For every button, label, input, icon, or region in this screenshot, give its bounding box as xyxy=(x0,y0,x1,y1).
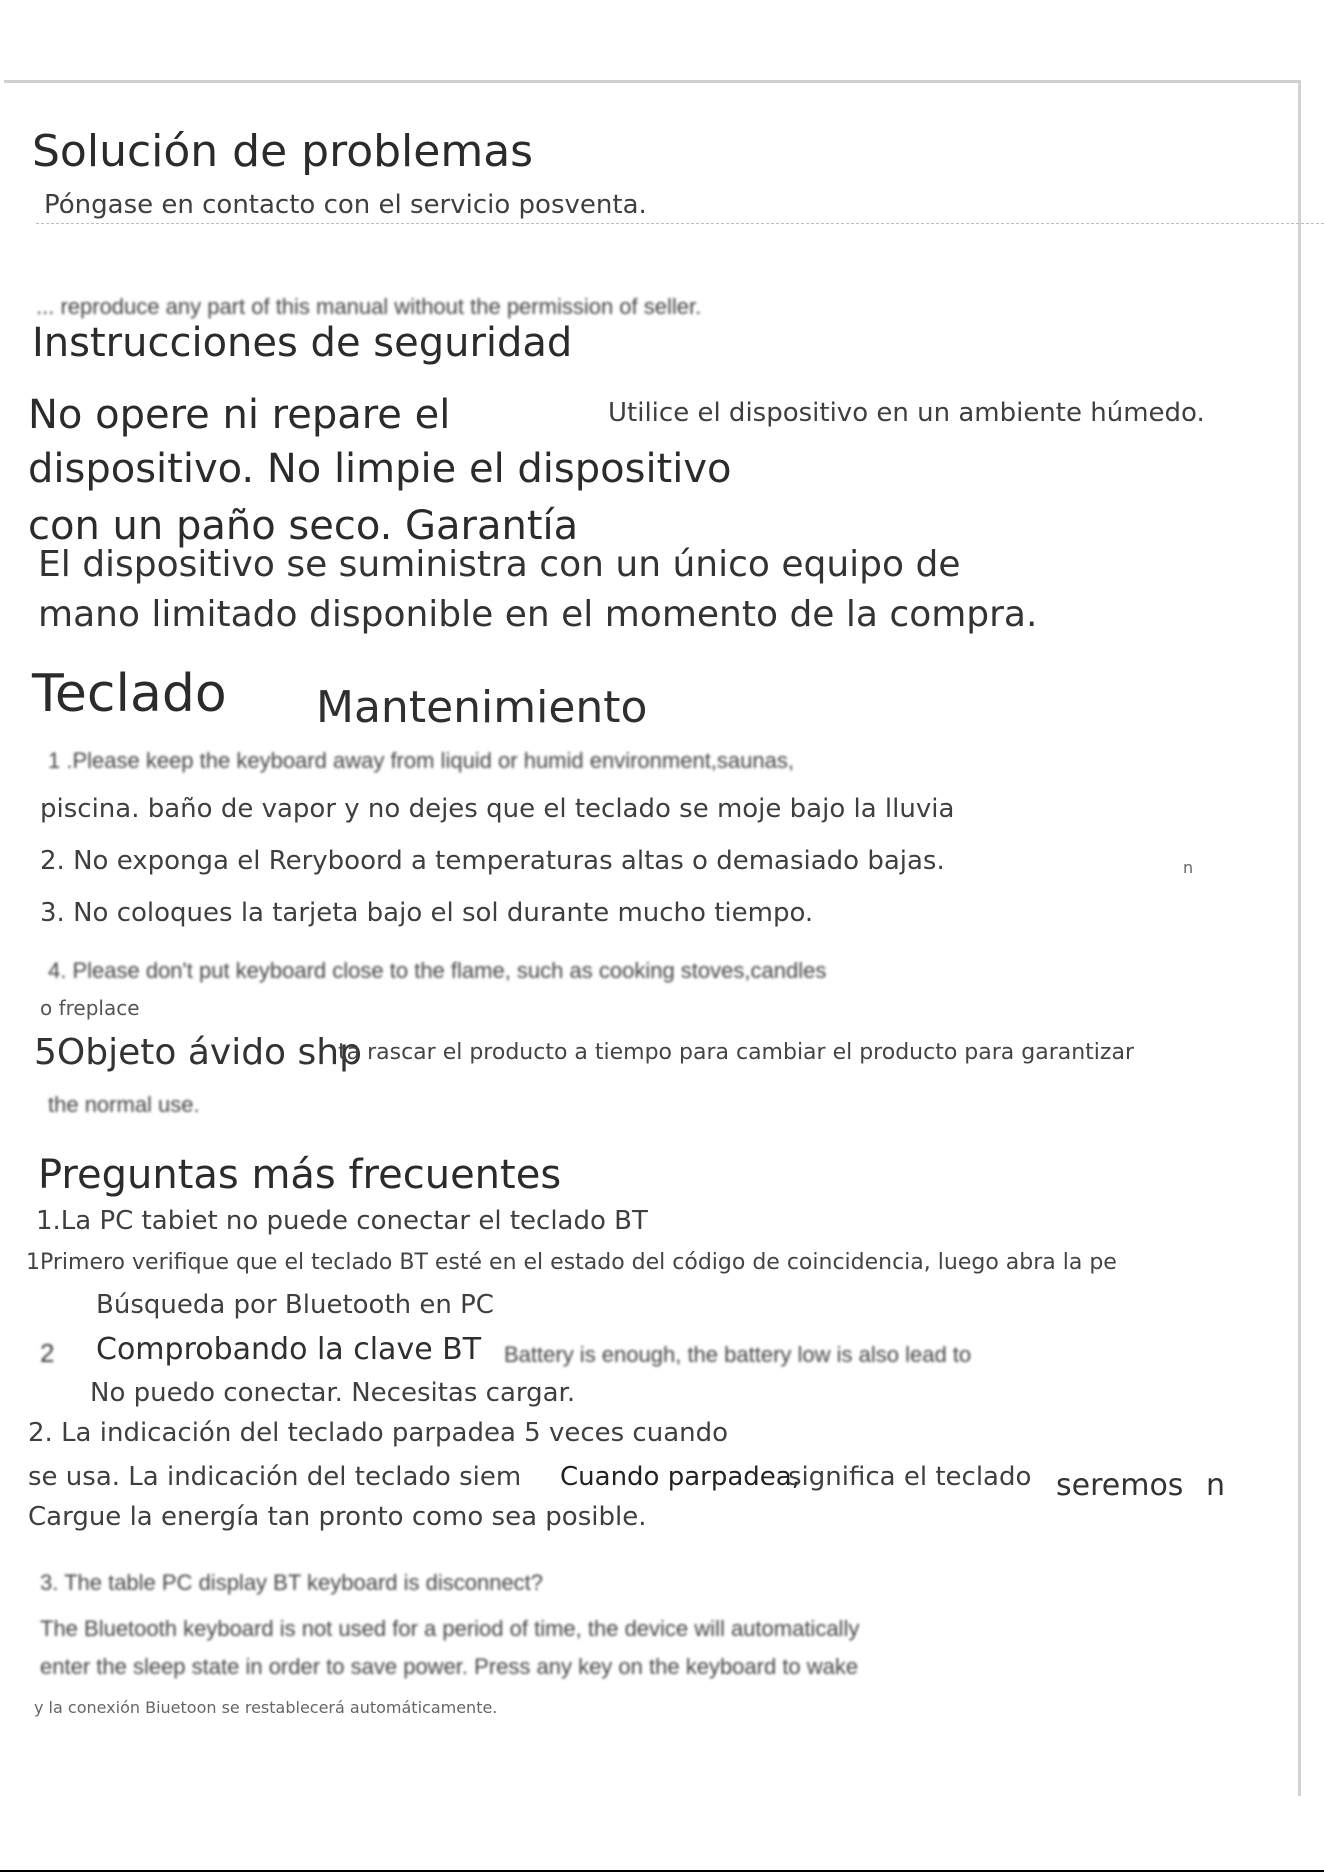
blurred-notice: ... reproduce any part of this manual without the permission of seller. xyxy=(36,294,702,319)
dashed-divider xyxy=(36,223,1324,224)
page-title: Solución de problemas xyxy=(32,126,534,177)
faq-q2-line-2a: se usa. La indicación del teclado siem xyxy=(28,1462,522,1492)
faq-q2-line-3: Cargue la energía tan pronto como sea posible. xyxy=(28,1502,647,1532)
maintenance-item-2: 2. No exponga el Reryboord a temperaturas altas o demasiado bajas. xyxy=(40,846,945,876)
faq-q2-line-2e: n xyxy=(1206,1468,1226,1503)
faq-q1: 1.La PC tabiet no puede conectar el teclado BT xyxy=(36,1206,648,1236)
faq-heading: Preguntas más frecuentes xyxy=(38,1152,562,1198)
faq-a3-line-1-blurred: The Bluetooth keyboard is not used for a period of time, the device will automatically xyxy=(40,1616,860,1641)
maintenance-item-5-small: ta rascar el producto a tiempo para cambiar el producto para garantizar xyxy=(338,1040,1134,1065)
maintenance-item-2-tail: n xyxy=(1183,858,1194,877)
right-rule xyxy=(1298,80,1301,1796)
faq-a1-line-3-number: 2 xyxy=(40,1338,55,1368)
safety-humid-note: Utilice el dispositivo en un ambiente húmedo. xyxy=(608,398,1205,428)
warranty-text-1: El dispositivo se suministra con un único equipo de xyxy=(38,544,961,585)
faq-a1-line-4: No puedo conectar. Necesitas cargar. xyxy=(90,1378,576,1408)
faq-q2-line-1: 2. La indicación del teclado parpadea 5 veces cuando xyxy=(28,1418,729,1448)
safety-text-1: No opere ni repare el xyxy=(28,392,451,438)
maintenance-item-5: 5Objeto ávido shp xyxy=(34,1032,362,1073)
faq-a1-line-3-blurred: Battery is enough, the battery low is also lead to xyxy=(504,1342,972,1367)
faq-q2-line-2b: Cuando parpadea, xyxy=(560,1462,800,1492)
maintenance-item-5-blurred: the normal use. xyxy=(48,1092,200,1117)
top-rule xyxy=(4,80,1300,83)
faq-a1-line-2: Búsqueda por Bluetooth en PC xyxy=(96,1290,494,1320)
maintenance-item-3: 3. No coloques la tarjeta bajo el sol durante mucho tiempo. xyxy=(40,898,814,928)
faq-q2-line-2c: significa el teclado xyxy=(788,1462,1032,1492)
safety-heading: Instrucciones de seguridad xyxy=(32,320,573,366)
safety-text-3: con un paño seco. Garantía xyxy=(28,503,579,549)
maintenance-item-4-blurred: 4. Please don't put keyboard close to the flame, such as cooking stoves,candles xyxy=(48,958,827,983)
warranty-text-2: mano limitado disponible en el momento de la compra. xyxy=(38,594,1038,635)
page-subtitle: Póngase en contacto con el servicio posventa. xyxy=(44,190,647,220)
maintenance-item-1-blurred: 1 .Please keep the keyboard away from liquid or humid environment,saunas, xyxy=(48,748,794,773)
faq-q2-line-2d: seremos xyxy=(1056,1468,1184,1503)
faq-a1-line-3: Comprobando la clave BT xyxy=(96,1332,482,1367)
maintenance-item-4-cont: o freplace xyxy=(40,996,140,1020)
maintenance-item-1-cont: piscina. baño de vapor y no dejes que el teclado se moje bajo la lluvia xyxy=(40,794,955,824)
faq-q3-blurred: 3. The table PC display BT keyboard is disconnect? xyxy=(40,1570,544,1595)
faq-a3-line-3: y la conexión Biuetoon se restablecerá automáticamente. xyxy=(34,1698,498,1717)
bottom-margin xyxy=(0,1796,1324,1872)
faq-a3-line-2-blurred: enter the sleep state in order to save power. Press any key on the keyboard to wake xyxy=(40,1654,859,1679)
faq-a1-line-1: 1Primero verifique que el teclado BT esté en el estado del código de coincidencia, luego abra la pe xyxy=(26,1250,1117,1275)
keyboard-heading: Teclado xyxy=(32,664,227,724)
maintenance-heading: Mantenimiento xyxy=(316,682,648,733)
safety-text-2: dispositivo. No limpie el dispositivo xyxy=(28,446,732,492)
